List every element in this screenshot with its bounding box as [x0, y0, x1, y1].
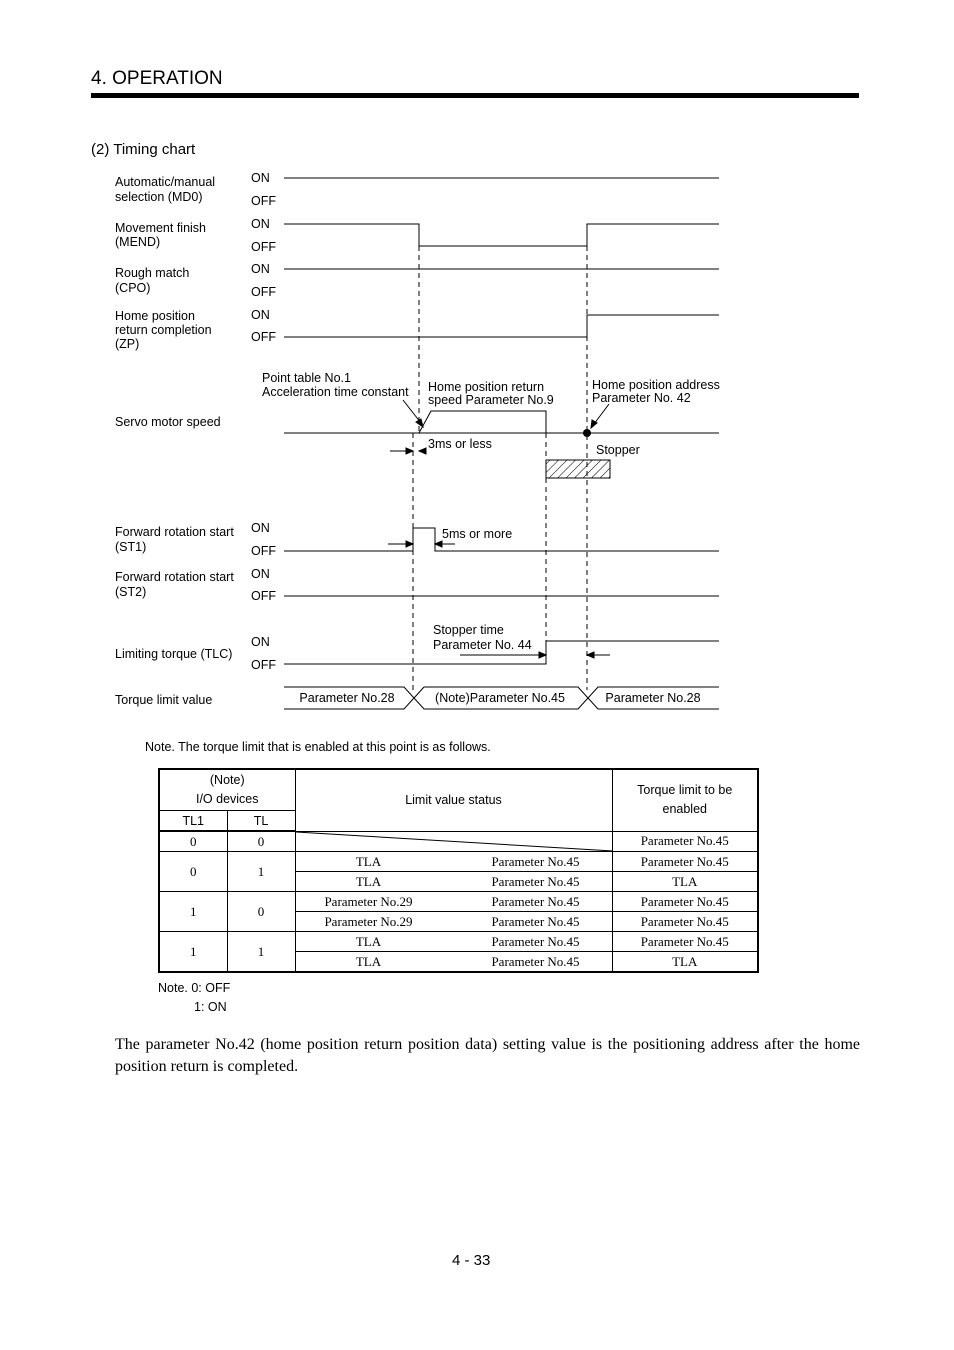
- label-cpo: Rough match (CPO): [115, 266, 190, 295]
- cell-status: Parameter No.29 Parameter No.45: [295, 892, 612, 912]
- off-label: OFF: [251, 285, 276, 299]
- arrow-icon: [406, 541, 413, 547]
- cell-status: Parameter No.29 Parameter No.45: [295, 912, 612, 932]
- header-enabled-line: enabled: [662, 802, 707, 817]
- on-label: ON: [251, 171, 270, 185]
- off-label: OFF: [251, 589, 276, 603]
- on-label: ON: [251, 262, 270, 276]
- label-tlc: Limiting torque (TLC): [115, 647, 233, 661]
- label-st1: Forward rotation start (ST1): [115, 525, 234, 554]
- diagonal-line: [296, 832, 613, 852]
- off-label: OFF: [251, 330, 276, 344]
- home-speed-annotation: Home position return speed Parameter No.9: [428, 380, 554, 407]
- home-address-annotation: Home position address Parameter No. 42: [592, 378, 720, 405]
- cell-tl: 1: [227, 852, 295, 892]
- cell-tl1: 1: [159, 892, 227, 932]
- off-label: OFF: [251, 240, 276, 254]
- label-mend: Movement finish (MEND): [115, 221, 207, 249]
- waveform-mend: [284, 224, 719, 246]
- header-note: (Note): [209, 773, 245, 787]
- table-row: [159, 932, 758, 952]
- cell-status: TLA Parameter No.45: [295, 952, 612, 973]
- header-tl1: TL1: [159, 811, 227, 832]
- cell-tl1: 0: [159, 852, 227, 892]
- header-enabled-line: Torque limit to be: [637, 783, 733, 798]
- header-enabled: [612, 769, 758, 831]
- arrow-icon: [539, 652, 546, 658]
- accel-annotation: Point table No.1 Acceleration time constant: [262, 371, 409, 399]
- cell-enabled: TLA: [612, 952, 758, 973]
- torque-segment: (Note)Parameter No.45: [435, 691, 565, 705]
- three-ms-annotation: 3ms or less: [428, 437, 492, 451]
- table-row: [159, 852, 758, 872]
- note-intro: Note. The torque limit that is enabled at this point is as follows.: [145, 740, 491, 754]
- table-note-line: 1: ON: [194, 1000, 227, 1014]
- waveform-servo: [419, 411, 546, 433]
- label-md0: Automatic/manual selection (MD0): [115, 175, 216, 204]
- cell-tl: 0: [227, 831, 295, 852]
- stopper-time-annotation: Stopper time Parameter No. 44: [433, 623, 532, 652]
- on-label: ON: [251, 635, 270, 649]
- cell-enabled: Parameter No.45: [612, 892, 758, 912]
- cell-tl1: 0: [159, 831, 227, 852]
- page-number: 4 - 33: [452, 1252, 491, 1269]
- off-label: OFF: [251, 194, 276, 208]
- arrow-icon: [416, 419, 423, 427]
- cell-status-diagonal: [295, 831, 612, 852]
- header-limit-status: Limit value status: [295, 769, 612, 831]
- section-header: 4. OPERATION: [91, 68, 223, 89]
- arrow-icon: [587, 652, 594, 658]
- waveform-zp: [284, 315, 719, 337]
- header-io-devices: [159, 769, 295, 811]
- table-row: [159, 831, 758, 852]
- cell-status: TLA Parameter No.45: [295, 872, 612, 892]
- header-io: I/O devices: [195, 792, 259, 806]
- table-note-line: Note. 0: OFF: [158, 981, 231, 995]
- on-label: ON: [251, 567, 270, 581]
- off-label: OFF: [251, 658, 276, 672]
- on-label: ON: [251, 217, 270, 231]
- five-ms-annotation: 5ms or more: [442, 527, 513, 541]
- cell-enabled: Parameter No.45: [612, 831, 758, 852]
- cell-enabled: TLA: [612, 872, 758, 892]
- arrow-icon: [419, 448, 426, 454]
- on-label: ON: [251, 521, 270, 535]
- table-row: [159, 892, 758, 912]
- table-note: [158, 979, 230, 1017]
- section-title: (2) Timing chart: [91, 141, 196, 158]
- torque-limit-table: [158, 768, 759, 973]
- cell-tl: 1: [227, 932, 295, 973]
- cell-enabled: Parameter No.45: [612, 852, 758, 872]
- arrow-icon: [406, 448, 413, 454]
- cell-status: TLA Parameter No.45: [295, 932, 612, 952]
- on-label: ON: [251, 308, 270, 322]
- label-st2: Forward rotation start (ST2): [115, 570, 234, 599]
- arrow-icon: [435, 541, 442, 547]
- label-tlv: Torque limit value: [115, 693, 213, 707]
- cell-enabled: Parameter No.45: [612, 912, 758, 932]
- label-zp: Home position return completion (ZP): [115, 309, 212, 351]
- body-paragraph: The parameter No.42 (home position return position data) setting value is the positioning address after the home position return is completed.: [115, 1036, 860, 1075]
- torque-segment: Parameter No.28: [605, 691, 701, 705]
- stopper-block: [546, 460, 610, 478]
- header-tl: TL: [227, 811, 295, 832]
- cell-status: TLA Parameter No.45: [295, 852, 612, 872]
- home-position-dot: [583, 429, 591, 437]
- cell-enabled: Parameter No.45: [612, 932, 758, 952]
- cell-tl1: 1: [159, 932, 227, 973]
- cell-tl: 0: [227, 892, 295, 932]
- label-servo: Servo motor speed: [115, 415, 221, 429]
- torque-segment: Parameter No.28: [299, 691, 395, 705]
- off-label: OFF: [251, 544, 276, 558]
- stopper-annotation: Stopper: [596, 443, 640, 457]
